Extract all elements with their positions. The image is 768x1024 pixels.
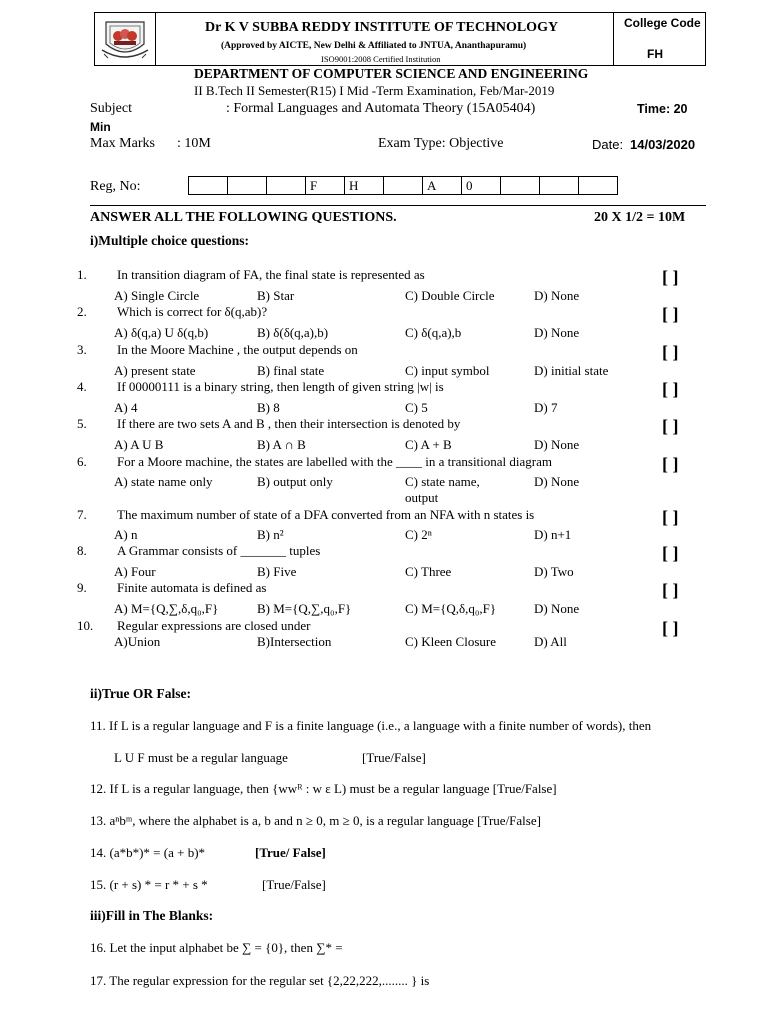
option-d: D) None bbox=[534, 474, 580, 489]
answer-bracket[interactable]: [ ] bbox=[662, 543, 679, 563]
college-code-label: College Code bbox=[624, 16, 701, 30]
reg-cell[interactable]: F bbox=[306, 177, 345, 195]
question-text: For a Moore machine, the states are labelled with the ____ in a transitional diagram bbox=[117, 454, 553, 469]
answer-bracket[interactable]: [ ] bbox=[662, 416, 679, 436]
answer-bracket[interactable]: [ ] bbox=[662, 342, 679, 362]
question-number: 2. bbox=[77, 304, 87, 319]
tf-question-11-continued: L U F must be a regular language bbox=[114, 750, 288, 765]
question-text: The maximum number of state of a DFA converted from an NFA with n states is bbox=[117, 507, 535, 522]
tf-choice[interactable]: [True/False] bbox=[362, 750, 426, 765]
reg-cell[interactable] bbox=[579, 177, 618, 195]
tf-question-11: 11. If L is a regular language and F is a finite language (i.e., a language with a finite number of words), then bbox=[90, 718, 652, 733]
marks-scheme: 20 X 1/2 = 10M bbox=[594, 210, 686, 225]
option-b: B) Five bbox=[257, 564, 297, 579]
max-marks-label: Max Marks bbox=[90, 136, 155, 151]
reg-cell[interactable] bbox=[189, 177, 228, 195]
reg-number-table bbox=[188, 176, 618, 195]
answer-bracket[interactable]: [ ] bbox=[662, 580, 679, 600]
header-box bbox=[94, 12, 706, 66]
option-d: D) initial state bbox=[534, 363, 609, 378]
question-number: 6. bbox=[77, 454, 87, 469]
answer-bracket[interactable]: [ ] bbox=[662, 454, 679, 474]
section-true-false-title: ii)True OR False: bbox=[90, 686, 191, 701]
option-d: D) None bbox=[534, 437, 580, 452]
option-a: A) A U B bbox=[114, 437, 164, 452]
tf-choice[interactable]: [True/False] bbox=[262, 877, 326, 892]
time-label: Time: 20 bbox=[637, 102, 688, 116]
exam-line: II B.Tech II Semester(R15) I Mid -Term Examination, Feb/Mar-2019 bbox=[194, 83, 555, 98]
instruction: ANSWER ALL THE FOLLOWING QUESTIONS. bbox=[90, 210, 397, 225]
question-text: In the Moore Machine , the output depends on bbox=[117, 342, 358, 357]
option-d: D) n+1 bbox=[534, 527, 572, 542]
logo-cell bbox=[95, 13, 156, 65]
date-label: Date: bbox=[592, 137, 624, 152]
subject-value: : Formal Languages and Automata Theory (15A05404) bbox=[226, 101, 536, 116]
institute-name: Dr K V SUBBA REDDY INSTITUTE OF TECHNOLOGY bbox=[205, 20, 559, 35]
option-b: B) A ∩ B bbox=[257, 437, 306, 452]
option-c-continued: output bbox=[405, 490, 439, 505]
option-c: C) δ(q,a),b bbox=[405, 325, 462, 340]
question-number: 9. bbox=[77, 580, 87, 595]
department-title: DEPARTMENT OF COMPUTER SCIENCE AND ENGINEERING bbox=[194, 66, 589, 81]
reg-cell[interactable] bbox=[540, 177, 579, 195]
option-b: B) M={Q,∑,q₀,F} bbox=[257, 601, 352, 616]
section-mcq-title: i)Multiple choice questions: bbox=[90, 233, 249, 248]
reg-cell[interactable]: H bbox=[345, 177, 384, 195]
question-text: Regular expressions are closed under bbox=[117, 618, 311, 633]
option-c: C) Kleen Closure bbox=[405, 634, 496, 649]
tf-question-12: 12. If L is a regular language, then {wwᴿ : w ε L) must be a regular language [True/False] bbox=[90, 781, 557, 796]
question-number: 5. bbox=[77, 416, 87, 431]
question-text: If 00000111 is a binary string, then length of given string |w| is bbox=[117, 379, 444, 394]
college-code-value: FH bbox=[647, 47, 663, 61]
option-d: D) None bbox=[534, 601, 580, 616]
max-marks-value: : 10M bbox=[177, 136, 211, 151]
option-c: C) M={Q,δ,q₀,F} bbox=[405, 601, 497, 616]
question-text: A Grammar consists of _______ tuples bbox=[117, 543, 321, 558]
option-c: C) Double Circle bbox=[405, 288, 495, 303]
option-c: C) 5 bbox=[405, 400, 428, 415]
institute-logo-icon bbox=[96, 14, 154, 64]
question-number: 1. bbox=[77, 267, 87, 282]
tf-question-14: 14. (a*b*)* = (a + b)* bbox=[90, 845, 206, 860]
option-a: A)Union bbox=[114, 634, 161, 649]
answer-bracket[interactable]: [ ] bbox=[662, 618, 679, 638]
option-b: B) n² bbox=[257, 527, 284, 542]
subject-label: Subject bbox=[90, 101, 132, 116]
question-number: 4. bbox=[77, 379, 87, 394]
option-a: A) Single Circle bbox=[114, 288, 200, 303]
tf-question-15: 15. (r + s) * = r * + s * bbox=[90, 877, 208, 892]
option-b: B) Star bbox=[257, 288, 295, 303]
reg-label: Reg, No: bbox=[90, 179, 141, 194]
option-b: B) δ(δ(q,a),b) bbox=[257, 325, 329, 340]
date-value: 14/03/2020 bbox=[630, 137, 696, 152]
fib-question-16: 16. Let the input alphabet be ∑ = {0}, then ∑* = bbox=[90, 940, 343, 955]
reg-cell[interactable]: A bbox=[423, 177, 462, 195]
option-a: A) Four bbox=[114, 564, 156, 579]
question-text: Finite automata is defined as bbox=[117, 580, 267, 595]
option-d: D) 7 bbox=[534, 400, 558, 415]
answer-bracket[interactable]: [ ] bbox=[662, 379, 679, 399]
option-d: D) Two bbox=[534, 564, 574, 579]
question-number: 7. bbox=[77, 507, 87, 522]
option-a: A) M={Q,∑,δ,q₀,F} bbox=[114, 601, 219, 616]
option-c: C) state name, bbox=[405, 474, 480, 489]
option-b: B) 8 bbox=[257, 400, 280, 415]
question-text: If there are two sets A and B , then their intersection is denoted by bbox=[117, 416, 461, 431]
exam-type: Exam Type: Objective bbox=[378, 136, 504, 151]
option-b: B) final state bbox=[257, 363, 325, 378]
reg-cell[interactable] bbox=[228, 177, 267, 195]
section-fill-blanks-title: iii)Fill in The Blanks: bbox=[90, 908, 214, 923]
question-number: 3. bbox=[77, 342, 87, 357]
option-d: D) None bbox=[534, 288, 580, 303]
tf-question-13: 13. aⁿbᵐ, where the alphabet is a, b and n ≥ 0, m ≥ 0, is a regular language [True/False] bbox=[90, 813, 541, 828]
option-a: A) present state bbox=[114, 363, 196, 378]
option-a: A) state name only bbox=[114, 474, 213, 489]
option-d: D) None bbox=[534, 325, 580, 340]
answer-bracket[interactable]: [ ] bbox=[662, 507, 679, 527]
answer-bracket[interactable]: [ ] bbox=[662, 267, 679, 287]
question-number: 10. bbox=[77, 618, 94, 633]
reg-cell[interactable] bbox=[267, 177, 306, 195]
option-a: A) δ(q,a) U δ(q,b) bbox=[114, 325, 209, 340]
iso-text: ISO9001:2008 Certified Institution bbox=[321, 54, 441, 64]
option-d: D) All bbox=[534, 634, 567, 649]
option-c: C) A + B bbox=[405, 437, 452, 452]
answer-bracket[interactable]: [ ] bbox=[662, 304, 679, 324]
question-text: Which is correct for δ(q,ab)? bbox=[117, 304, 268, 319]
divider-line bbox=[90, 205, 706, 206]
tf-choice[interactable]: [True/ False] bbox=[255, 845, 326, 860]
option-c: C) Three bbox=[405, 564, 452, 579]
option-b: B) output only bbox=[257, 474, 333, 489]
fib-question-17: 17. The regular expression for the regular set {2,22,222,........ } is bbox=[90, 973, 430, 988]
time-unit: Min bbox=[90, 120, 111, 134]
approval-text: (Approved by AICTE, New Delhi & Affiliated to JNTUA, Ananthapuramu) bbox=[221, 41, 527, 51]
option-c: C) 2ⁿ bbox=[405, 527, 432, 542]
option-c: C) input symbol bbox=[405, 363, 490, 378]
option-a: A) 4 bbox=[114, 400, 138, 415]
question-text: In transition diagram of FA, the final state is represented as bbox=[117, 267, 425, 282]
reg-cell[interactable]: 0 bbox=[462, 177, 501, 195]
question-number: 8. bbox=[77, 543, 87, 558]
option-b: B)Intersection bbox=[257, 634, 332, 649]
college-code-cell bbox=[613, 13, 706, 65]
reg-cell[interactable] bbox=[384, 177, 423, 195]
option-a: A) n bbox=[114, 527, 138, 542]
reg-cell[interactable] bbox=[501, 177, 540, 195]
